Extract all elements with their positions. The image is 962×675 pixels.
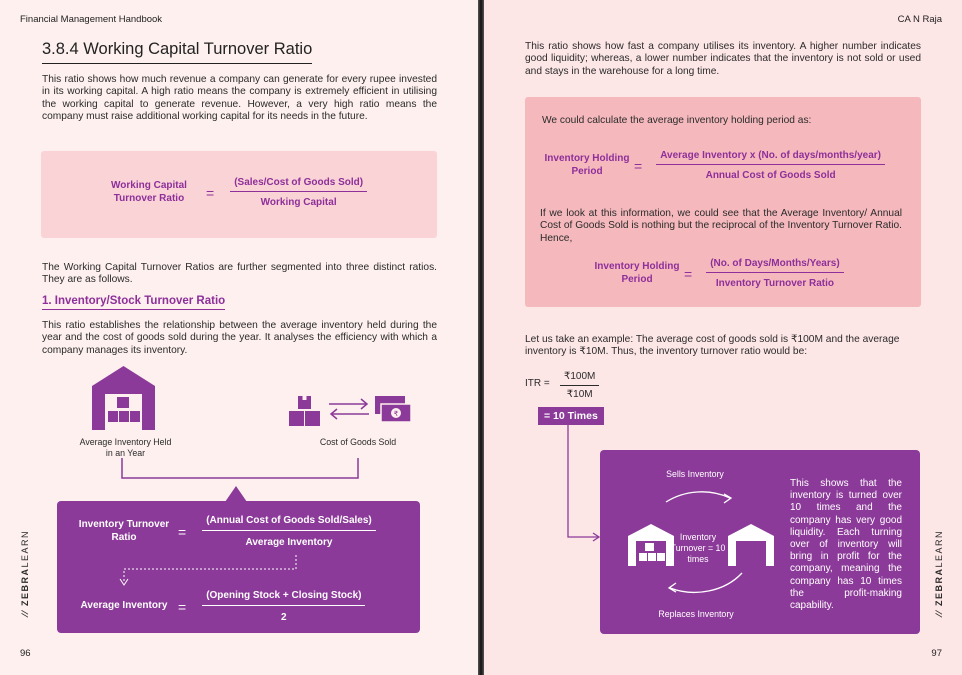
brand-bold: ZEBRA bbox=[934, 567, 944, 606]
brand-logo: ⁄⁄ ZEBRALEARN bbox=[20, 529, 30, 616]
brand-light: LEARN bbox=[20, 529, 30, 568]
denominator: 2 bbox=[281, 612, 287, 623]
intro-paragraph: This ratio shows how fast a company utilises its inventory. A higher number indicates good liquidity; whereas, a lower number indicates that the inventory is not sold or used and stays in the warehouse for a long time. bbox=[525, 41, 921, 77]
formula-label: Inventory Holding Period bbox=[544, 153, 630, 177]
holding-period-formula bbox=[544, 150, 885, 181]
formula-label: Average Inventory bbox=[80, 600, 168, 612]
numerator: ₹100M bbox=[560, 371, 599, 386]
bracket-connector bbox=[110, 458, 380, 506]
section-title: 3.8.4 Working Capital Turnover Ratio bbox=[42, 40, 312, 64]
cycle-explanation: This shows that the inventory is turned over 10 times and the company has very good liquidity. Each turning over of inventory will bring in profit for the company, meaning the company has 10 times the profit-making capability. bbox=[790, 478, 902, 612]
warehouse-empty-icon bbox=[728, 524, 774, 566]
box-mid-paragraph: If we look at this information, we could see that the Average Inventory/ Annual Cost of Goods Sold is nothing but the reciprocal of the Inventory Turnover Ratio. Hence, bbox=[540, 208, 902, 244]
segment-paragraph: The Working Capital Turnover Ratios are further segmented into three distinct ratios. They are as follows. bbox=[42, 262, 437, 286]
result-badge: = 10 Times bbox=[538, 407, 604, 425]
left-page bbox=[0, 0, 480, 675]
exchange-arrows-icon bbox=[327, 398, 371, 420]
rupee-symbol: ₹ bbox=[393, 410, 399, 418]
denominator: ₹10M bbox=[566, 389, 593, 400]
equals-sign: = bbox=[206, 184, 215, 201]
numerator: Average Inventory x (No. of days/months/year) bbox=[656, 150, 885, 165]
dotted-connector bbox=[118, 555, 302, 587]
formula-label: Inventory Holding Period bbox=[594, 261, 680, 285]
avg-inventory-formula bbox=[78, 590, 365, 623]
formula-fraction bbox=[202, 590, 365, 623]
equals-sign: = bbox=[634, 157, 643, 174]
itr-formula bbox=[78, 515, 376, 548]
formula-fraction bbox=[706, 258, 843, 289]
cycle-top-label: Sells Inventory bbox=[666, 469, 724, 479]
holding-period-formula-2 bbox=[594, 258, 844, 289]
itr-fraction bbox=[560, 371, 599, 400]
equals-sign: = bbox=[684, 265, 693, 282]
numerator: (Sales/Cost of Goods Sold) bbox=[230, 177, 367, 192]
denominator: Average Inventory bbox=[245, 537, 333, 548]
formula-fraction bbox=[656, 150, 885, 181]
running-header: Financial Management Handbook bbox=[20, 14, 163, 25]
cycle-center-label: Inventory Turnover = 10 times bbox=[670, 532, 726, 564]
brand-light: LEARN bbox=[934, 529, 944, 568]
brand-logo: ⁄⁄ ZEBRALEARN bbox=[934, 529, 944, 616]
subheading: 1. Inventory/Stock Turnover Ratio bbox=[42, 295, 225, 310]
denominator: Inventory Turnover Ratio bbox=[715, 278, 834, 289]
intro-paragraph: This ratio shows how much revenue a company can generate for every rupee invested in its working capital. A high ratio means the company is extremely efficient in utilising the working capital to generate revenue. However, a very high ratio means the company must raise additional working capital for its needs in the future. bbox=[42, 74, 437, 122]
page-number: 96 bbox=[20, 648, 31, 659]
result-connector bbox=[562, 425, 604, 547]
boxes-icon bbox=[289, 395, 321, 427]
page-number: 97 bbox=[931, 648, 942, 659]
cash-icon bbox=[375, 396, 413, 424]
equals-sign: = bbox=[178, 598, 187, 615]
formula-label: Working Capital Turnover Ratio bbox=[111, 180, 187, 204]
itr-label: ITR = bbox=[525, 378, 550, 389]
denominator: Annual Cost of Goods Sold bbox=[705, 170, 836, 181]
cycle-bottom-label: Replaces Inventory bbox=[658, 609, 734, 619]
formula-label: Inventory Turnover Ratio bbox=[78, 519, 170, 543]
sub-paragraph: This ratio establishes the relationship between the average inventory held during the year and the cost of goods sold during the year. It analyses the efficiency with which a company manages its inventory. bbox=[42, 320, 437, 356]
running-header: CA N Raja bbox=[897, 14, 942, 25]
equals-sign: = bbox=[178, 523, 187, 540]
wctr-formula bbox=[96, 177, 367, 208]
numerator: (Opening Stock + Closing Stock) bbox=[202, 590, 365, 606]
cogs-caption: Cost of Goods Sold bbox=[319, 437, 397, 447]
numerator: (Annual Cost of Goods Sold/Sales) bbox=[202, 515, 376, 531]
numerator: (No. of Days/Months/Years) bbox=[706, 258, 843, 273]
denominator: Working Capital bbox=[260, 197, 337, 208]
example-paragraph: Let us take an example: The average cost of goods sold is ₹100M and the average inventory is ₹10M. Thus, the inventory turnover ratio would be: bbox=[525, 334, 900, 358]
formula-fraction bbox=[202, 515, 376, 548]
avg-inventory-caption: Average Inventory Held in an Year bbox=[79, 437, 172, 458]
formula-fraction bbox=[230, 177, 367, 208]
brand-bold: ZEBRA bbox=[20, 567, 30, 606]
box-intro: We could calculate the average inventory holding period as: bbox=[542, 115, 812, 126]
warehouse-icon bbox=[92, 366, 155, 430]
right-page bbox=[484, 0, 962, 675]
